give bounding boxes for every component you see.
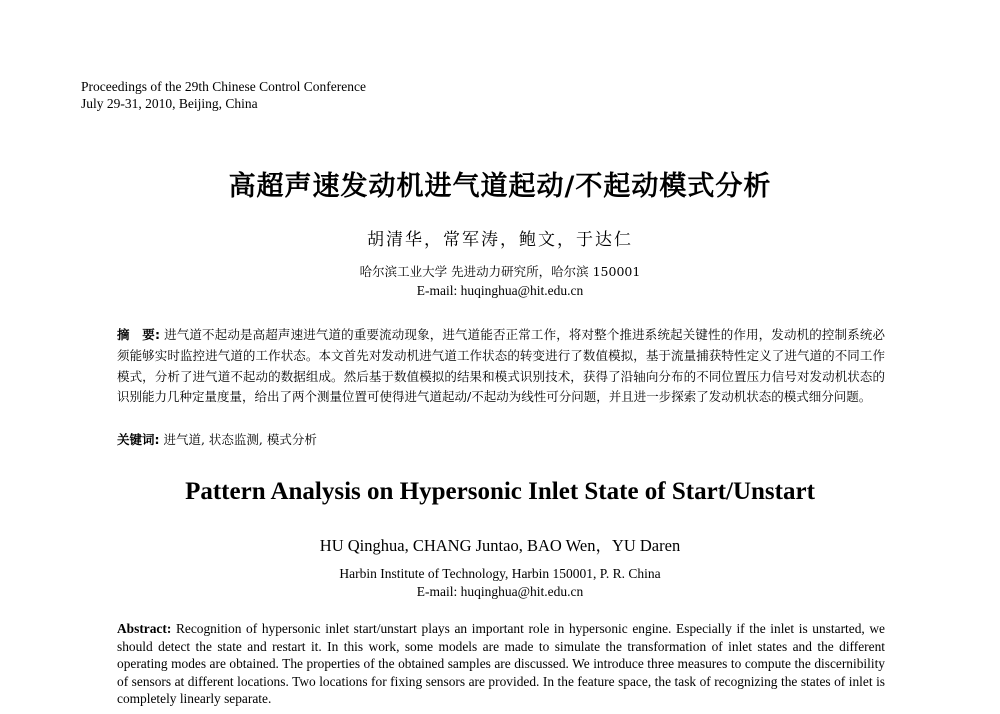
chinese-affiliation-block <box>0 262 1000 300</box>
chinese-affiliation: 哈尔滨工业大学 先进动力研究所，哈尔滨 150001 <box>359 264 641 279</box>
english-authors: HU Qinghua, CHANG Juntao, BAO Wen，YU Daren <box>319 536 681 555</box>
english-title: Pattern Analysis on Hypersonic Inlet State of Start/Unstart <box>185 478 815 505</box>
conference-header <box>81 78 366 112</box>
conference-date-place: July 29-31, 2010, Beijing, China <box>81 96 258 111</box>
chinese-keywords-text: 进气道, 状态监测, 模式分析 <box>159 432 317 447</box>
chinese-abstract <box>117 325 885 408</box>
chinese-abstract-text: 进气道不起动是高超声速进气道的重要流动现象，进气道能否正常工作，将对整个推进系统起关键性的作用，发动机的控制系统必须能够实时监控进气道的工作状态。本文首先对发动机进气道工作状态的转变进行了数值模拟，基于流量捕获特性定义了进气道的不同工作模式，分析了进气道不起动的数据组成。然后基于数值模拟的结果和模式识别技术，获得了沿轴向分布的不同位置压力信号对发动机状态的识别能力几种定量度量，给出了两个测量位置可使得进气道起动/不起动为线性可分问题，并且进一步探索了发动机状态的模式细分问题。 <box>117 327 885 405</box>
chinese-email: E-mail: huqinghua@hit.edu.cn <box>416 283 584 298</box>
english-abstract-label: Abstract: <box>117 621 172 636</box>
chinese-title: 高超声速发动机进气道起动/不起动模式分析 <box>228 171 772 202</box>
english-email: E-mail: huqinghua@hit.edu.cn <box>416 584 584 599</box>
conference-name: Proceedings of the 29th Chinese Control Conference <box>81 79 366 94</box>
english-abstract-text: Recognition of hypersonic inlet start/unstart plays an important role in hypersonic engine. Especially if the inlet is unstarted, we should detect the state and restart it. In this work, some models are made to simulate the transformation of inlet states and the different operating modes are obtained. The properties of the obtained samples are discussed. We introduce three measures to compute the discernibility of sensors at different locations. Two locations for fixing sensors are provided. In the feature space, the task of recognizing the states of inlet is completely linearly separate. <box>117 621 885 707</box>
chinese-abstract-label: 摘 要: <box>117 327 160 342</box>
english-affiliation-block <box>0 565 1000 601</box>
english-abstract <box>117 620 885 708</box>
english-affiliation: Harbin Institute of Technology, Harbin 150001, P. R. China <box>339 566 661 581</box>
chinese-keywords-label: 关键词: <box>117 432 160 447</box>
chinese-keywords <box>117 430 317 448</box>
chinese-authors: 胡清华，常军涛，鲍文，于达仁 <box>367 230 633 250</box>
